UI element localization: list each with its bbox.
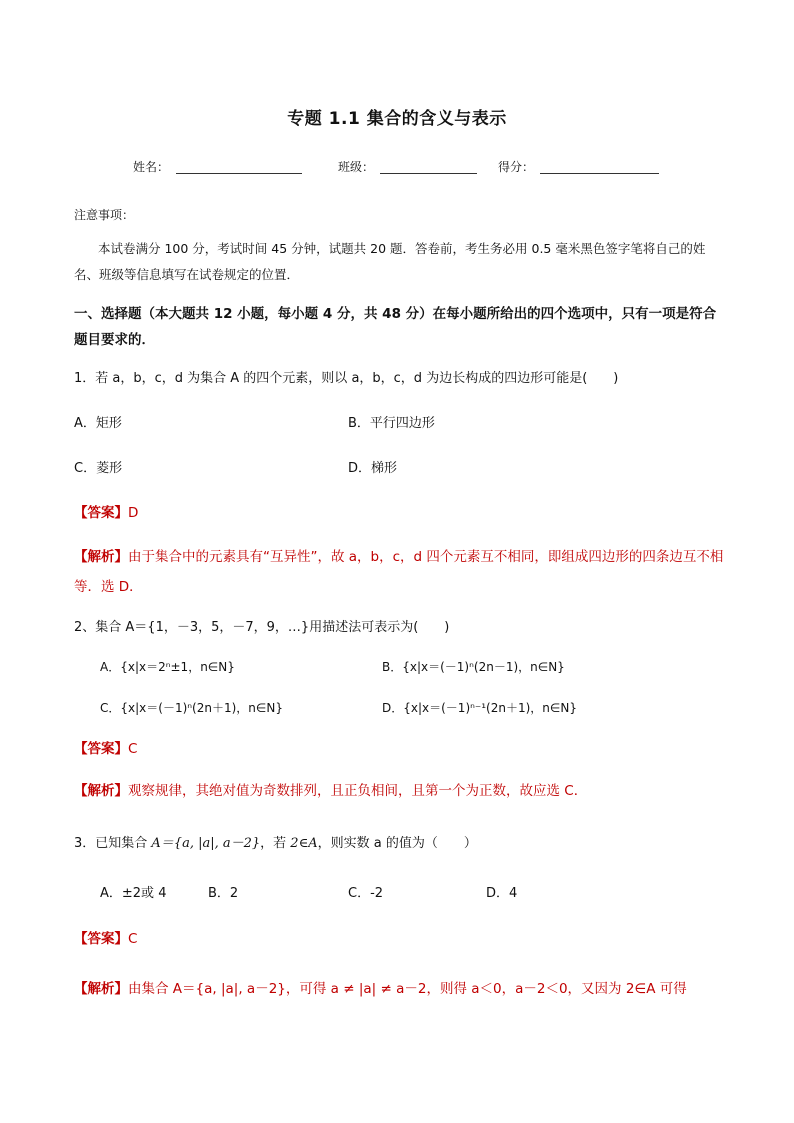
section-heading: 一、选择题（本大题共 12 小题，每小题 4 分，共 48 分）在每小题所给出的四个选项中，只有一项是符合题目要求的． (74, 306, 717, 348)
name-blank[interactable] (176, 173, 302, 174)
answer-tag: 【答案】 (74, 931, 128, 947)
analysis-tag: 【解析】 (74, 783, 128, 799)
score-label: 得分： (498, 160, 535, 174)
analysis-tag: 【解析】 (74, 981, 128, 997)
q3-stem-mid: ，若 (260, 836, 291, 851)
q3-option-a: A．±2或 4 (100, 886, 167, 901)
q1-option-b: B．平行四边形 (348, 416, 435, 431)
score-blank[interactable] (540, 173, 659, 174)
answer-value: C (128, 931, 138, 947)
answer-tag: 【答案】 (74, 505, 128, 521)
q1-option-c: C．菱形 (74, 461, 123, 476)
q2-analysis (74, 779, 587, 799)
q2-answer (74, 737, 137, 757)
page-title: 专题 1.1 集合的含义与表示 (287, 109, 507, 129)
answer-value: D (128, 505, 139, 521)
class-blank[interactable] (380, 173, 477, 174)
q2-option-c: C．{x|x＝(－1)ⁿ(2n＋1)，n∈N} (100, 701, 283, 715)
analysis-tag: 【解析】 (74, 549, 128, 565)
q3-condition: 2∈A (290, 836, 318, 851)
answer-value: C (128, 741, 138, 757)
q3-analysis (74, 977, 687, 997)
answer-tag: 【答案】 (74, 741, 128, 757)
q3-option-c: C．-2 (348, 886, 384, 901)
q3-option-d: D．4 (486, 886, 518, 901)
q3-option-b: B．2 (208, 886, 239, 901)
q3-stem-suffix: ，则实数 a 的值为（ ） (317, 836, 477, 851)
q2-stem: 2、集合 A＝{1，－3，5，－7，9，…}用描述法可表示为( ) (74, 620, 450, 635)
q3-stem-prefix: 3．已知集合 (74, 836, 152, 851)
q1-stem: 1．若 a，b，c，d 为集合 A 的四个元素，则以 a，b，c，d 为边长构成的四边形可能是( ) (74, 371, 619, 386)
analysis-text: 由集合 A＝{a, |a|, a－2}，可得 a ≠ |a| ≠ a－2，则得 a＜0，a－2＜0，又因为 2∈A 可得 (128, 981, 687, 997)
q1-option-a: A．矩形 (74, 416, 122, 431)
notice-text: 本试卷满分 100 分，考试时间 45 分钟，试题共 20 题．答卷前，考生务必用 0.5 毫米黑色签字笔将自己的姓名、班级等信息填写在试卷规定的位置． (74, 241, 706, 282)
student-info-row (0, 158, 794, 178)
q2-option-b: B．{x|x＝(－1)ⁿ(2n－1)，n∈N} (382, 660, 565, 674)
q2-option-d: D．{x|x＝(－1)ⁿ⁻¹(2n＋1)，n∈N} (382, 701, 577, 715)
q1-analysis (74, 542, 724, 602)
analysis-text: 观察规律，其绝对值为奇数排列，且正负相间，且第一个为正数，故应选 C． (128, 783, 588, 799)
analysis-text: 由于集合中的元素具有“互异性”，故 a，b，c，d 四个元素互不相同，即组成四边形的四条边互不相等．选 D． (74, 549, 724, 595)
q1-option-d: D．梯形 (348, 461, 398, 476)
q3-set-expression: A＝{a, |a|, a－2} (151, 836, 261, 851)
q1-answer (74, 501, 138, 521)
name-label: 姓名： (133, 160, 170, 174)
class-label: 班级： (338, 160, 375, 174)
q2-option-a: A．{x|x＝2ⁿ±1，n∈N} (100, 660, 235, 674)
notice-heading: 注意事项： (74, 208, 135, 222)
q3-stem (74, 832, 477, 851)
q3-answer (74, 927, 137, 947)
